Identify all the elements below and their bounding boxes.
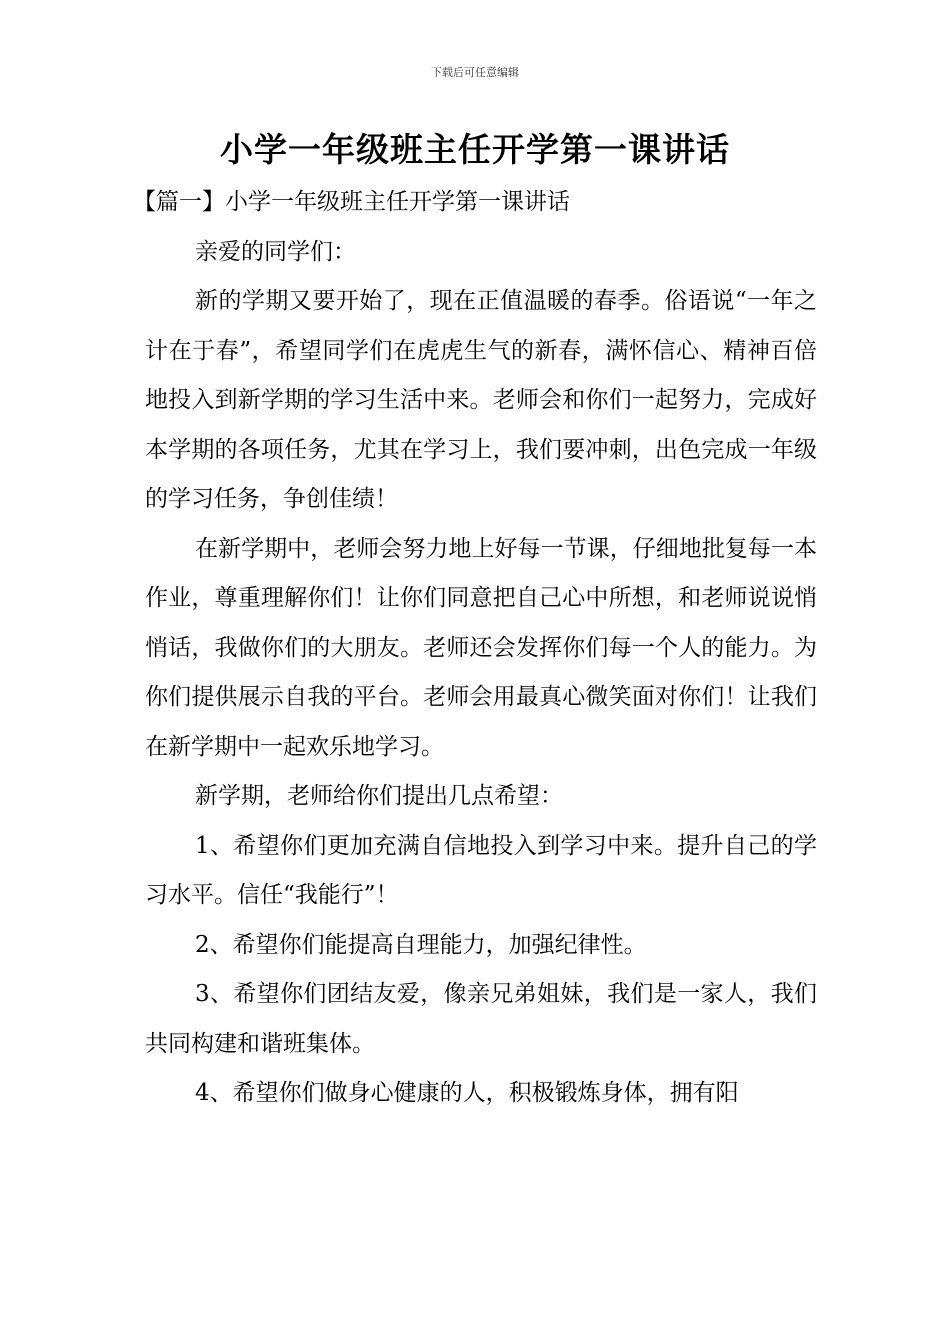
list-item-paragraph: 2、希望你们能提高自理能力，加强纪律性。 [195, 931, 647, 958]
header-note: 下载后可任意编辑 [431, 66, 519, 79]
list-item-paragraph: 3、希望你们团结友爱，像亲兄弟姐妹，我们是一家人，我们共同构建和谐班集体。 [145, 981, 817, 1057]
body-paragraph: 在新学期中，老师会努力地上好每一节课，仔细地批复每一本作业，尊重理解你们！让你们同意把自己心中所想，和老师说说悄悄话，我做你们的大朋友。老师还会发挥你们每一个人的能力。为你们提供展示自我的平台。老师会用最真心微笑面对你们！让我们在新学期中一起欢乐地学习。 [145, 535, 817, 760]
list-item-paragraph: 4、希望你们做身心健康的人，积极锻炼身体，拥有阳 [195, 1080, 739, 1106]
section-heading: 【篇一】小学一年级班主任开学第一课讲话 [133, 189, 570, 215]
salutation-paragraph: 亲爱的同学们： [195, 238, 356, 265]
list-item-paragraph: 1、希望你们更加充满自信地投入到学习中来。提升自己的学习水平。信任“我能行”！ [145, 832, 817, 908]
document-title: 小学一年级班主任开学第一课讲话 [220, 130, 730, 169]
body-paragraph: 新学期，老师给你们提出几点希望： [195, 783, 563, 809]
document-body [133, 178, 817, 1119]
body-paragraph: 新的学期又要开始了，现在正值温暖的春季。俗语说“一年之计在于春”，希望同学们在虎虎生气的新春，满怀信心、精神百倍地投入到新学期的学习生活中来。老师会和你们一起努力，完成好本学期的各项任务，尤其在学习上，我们要冲刺，出色完成一年级的学习任务，争创佳绩！ [145, 288, 817, 512]
